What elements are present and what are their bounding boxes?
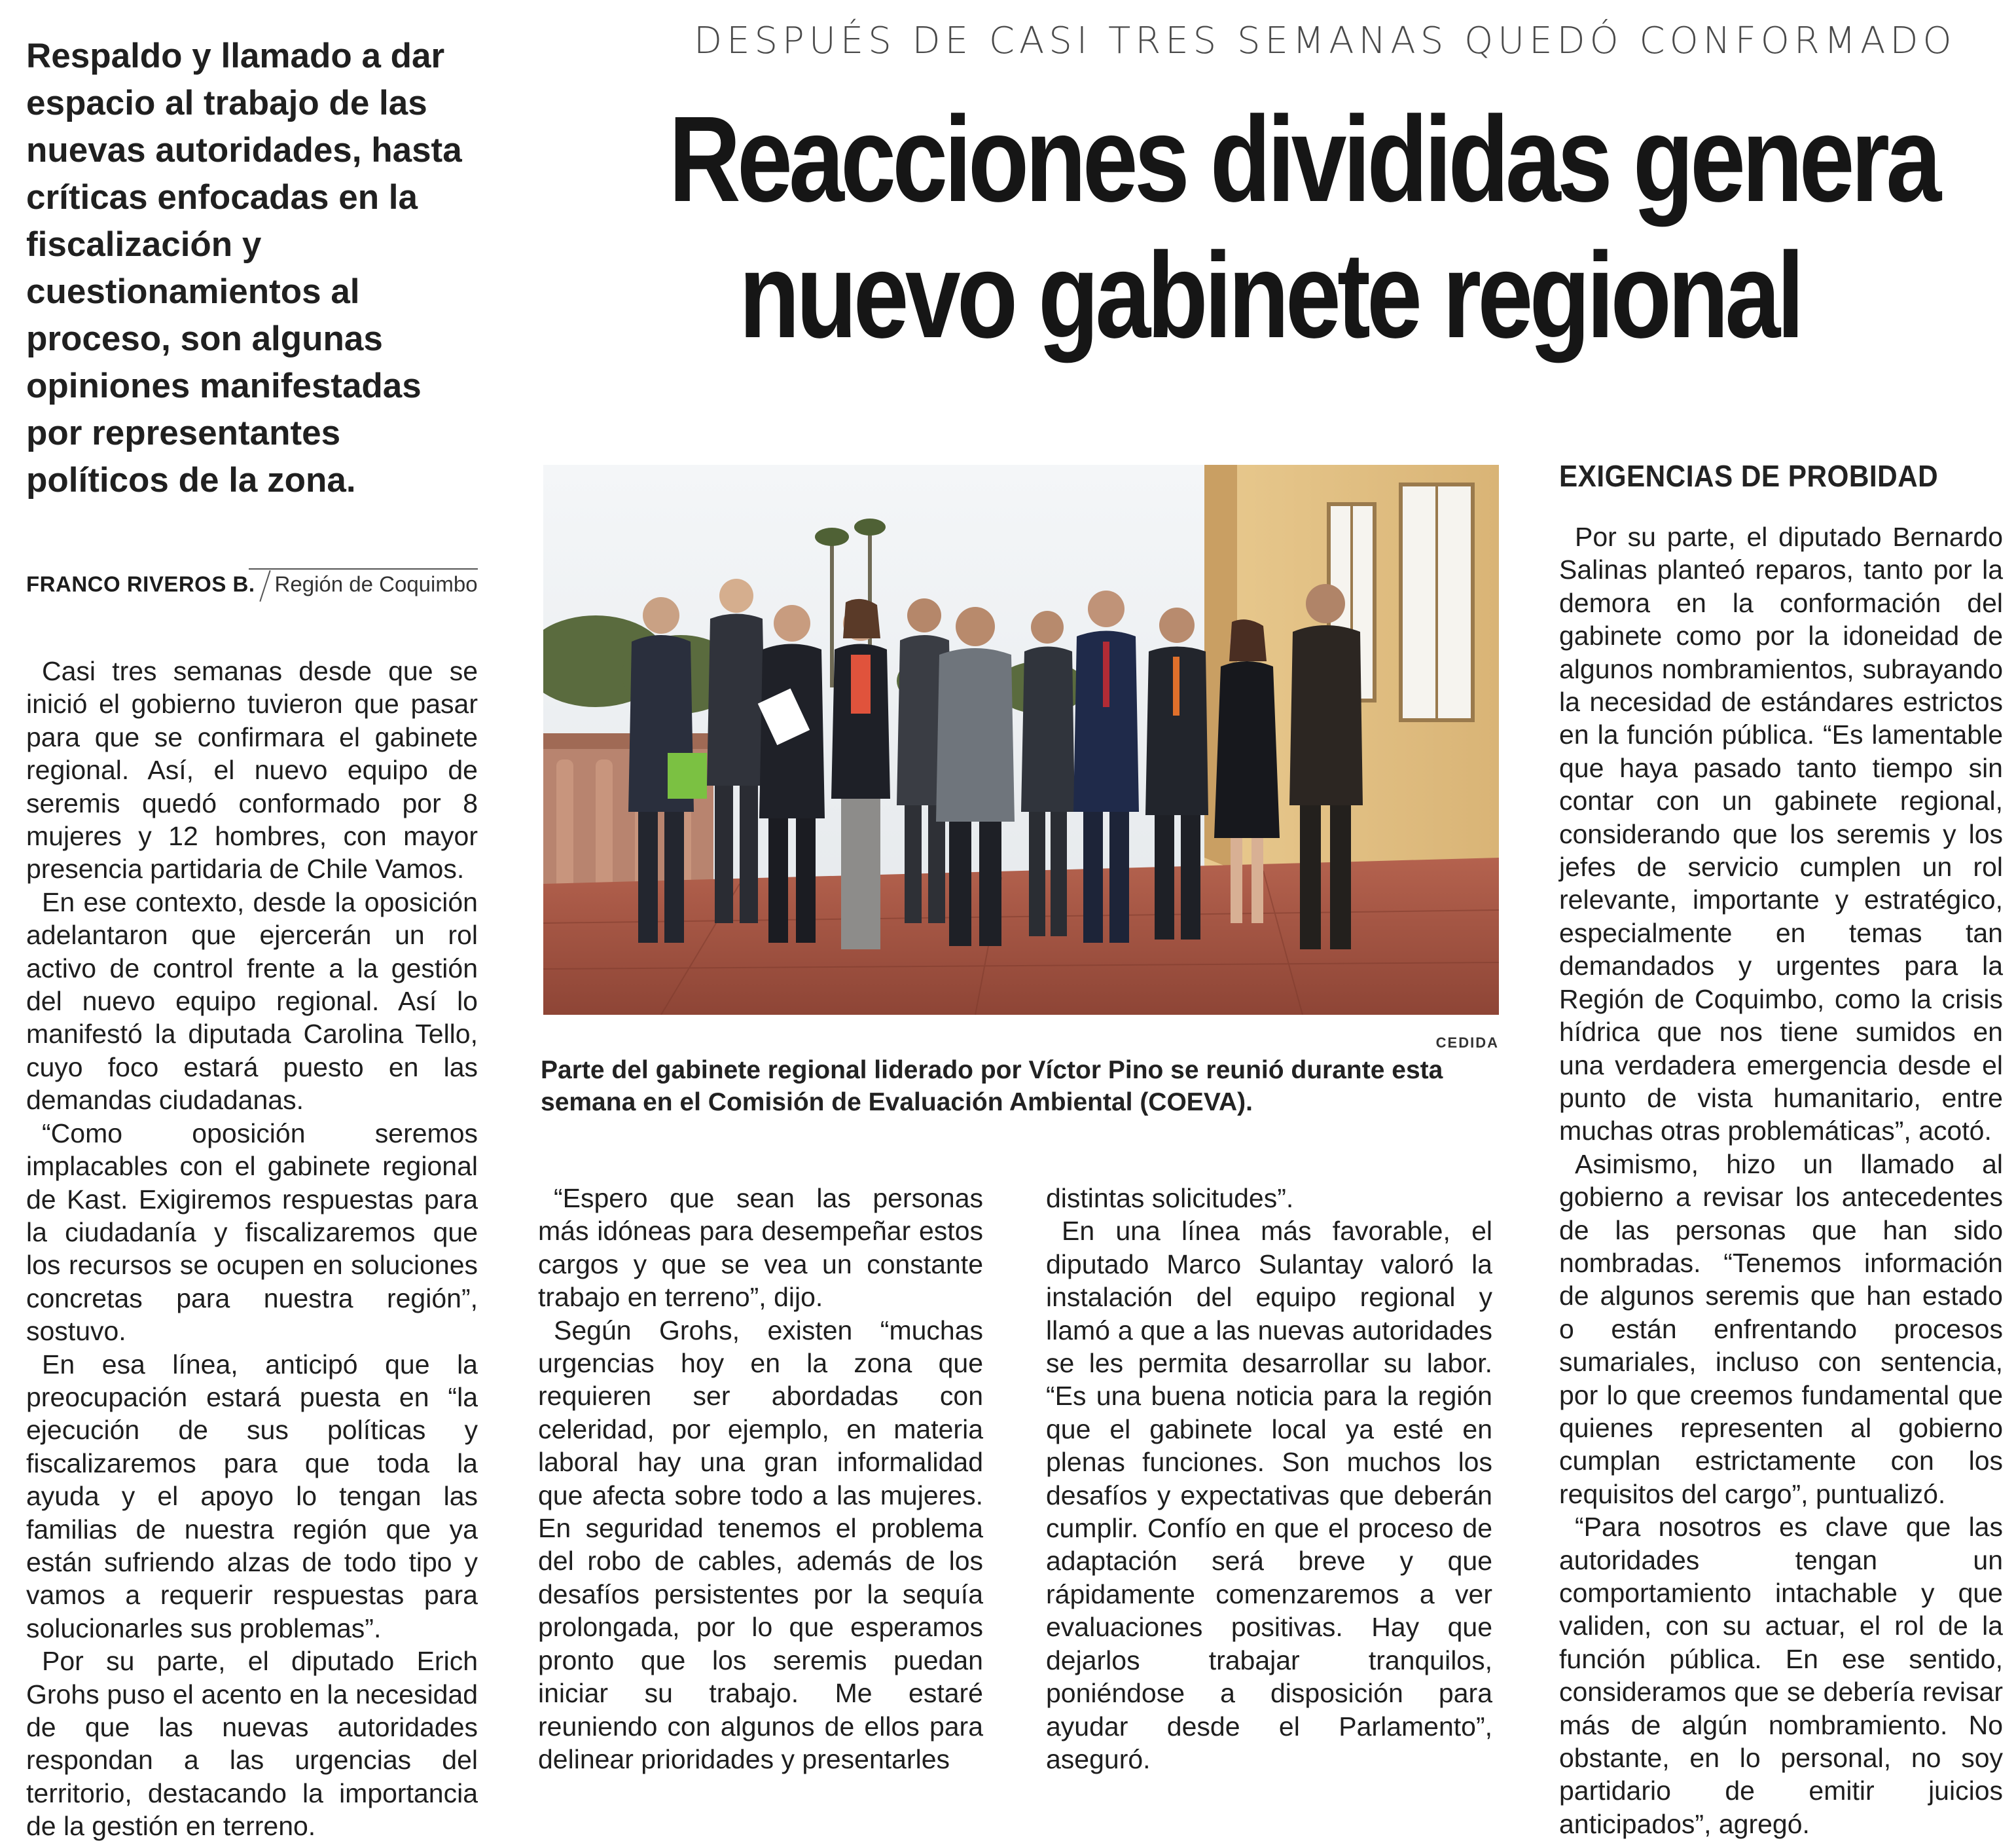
section-subhead: EXIGENCIAS DE PROBIDAD: [1559, 459, 1939, 493]
paragraph: Por su parte, el diputado Erich Grohs puso el acento en la necesidad de que las nuevas autoridades respondan a las urgencias del territorio, destacando la importancia de la gestión en terreno.: [26, 1646, 478, 1842]
body-column-2: [538, 1182, 983, 1776]
paragraph: Casi tres semanas desde que se inició el gobierno tuvieron que pasar para que se confirmara el gabinete regional. Así, el nuevo equipo de seremis quedó conformado por 8 mujeres y 12 hombres, con mayor presencia partidaria de Chile Vamos.: [26, 656, 478, 885]
paragraph: “Espero que sean las personas más idóneas para desempeñar estos cargos y que se vea un constante trabajo en terreno”, dijo.: [538, 1183, 983, 1313]
byline-divider: [259, 570, 270, 602]
body-column-4: [1559, 520, 2003, 1840]
paragraph: Asimismo, hizo un llamado al gobierno a revisar los antecedentes de las personas que han sido nombradas. “Tenemos información de algunos seremis que han estado o están enfrentando procesos sumariales, incluso con sentencia, por lo que creemos fundamental que quienes representen al gobierno cumplan estrictamente con los requisitos del cargo”, puntualizó.: [1559, 1148, 2003, 1509]
paragraph: En una línea más favorable, el diputado Marco Sulantay valoró la instalación del equipo regional y llamó a que a las nuevas autoridades se les permita desarrollar su labor. “Es una buena noticia para la región que el gabinete local ya esté en plenas funciones. Son muchos los desafíos y expectativas que deberán cumplir. Confío en que el proceso de adaptación será breve y que rápidamente comenzaremos a ver evaluaciones positivas. Hay que dejarlos trabajar tranquilos, poniéndose a disposición para ayudar desde el Parlamento”, aseguró.: [1046, 1216, 1492, 1774]
paragraph: “Para nosotros es clave que las autoridades tengan un comportamiento intachable y que validen, con su actuar, el rol de la función pública. En ese sentido, consideramos que se debería revisar más de algún nombramiento. No obstante, en lo personal, no soy partidario de emitir juicios anticipados”, agregó.: [1559, 1512, 2003, 1839]
group-photo: [543, 465, 1499, 1015]
paragraph: En esa línea, anticipó que la preocupación estará puesta en “la ejecución de sus políticas y fiscalizaremos para que toda la ayuda y el apoyo lo tengan las familias de nuestra región que ya están sufriendo alzas de todo tipo y vamos a requerir respuestas para solucionarles sus problemas”.: [26, 1349, 478, 1643]
paragraph: Por su parte, el diputado Bernardo Salinas planteó reparos, tanto por la demora en la conformación del gabinete como por la idoneidad de algunos nombramientos, subrayando la necesidad de estándares estrictos en la función pública. “Es lamentable que haya pasado tanto tiempo sin contar con un gabinete regional, considerando que los seremis y los jefes de servicio cumplen un rol relevante, importante y estratégico, especialmente en temas tan demandados y urgentes para la Región de Coquimbo, como la crisis hídrica que nos tiene sumidos en una verdadera emergencia desde el punto de vista humanitario, entre muchas otras problemáticas”, acotó.: [1559, 522, 2003, 1146]
article-headline: [668, 92, 1938, 364]
paragraph: Según Grohs, existen “muchas urgencias hoy en la zona que requieren ser abordadas con celeridad, por ejemplo, en materia laboral hay una gran informalidad que afecta sobre todo a las mujeres. En seguridad tenemos el problema del robo de cables, además de los desafíos persistentes por la sequía prolongada, por lo que esperamos pronto que los seremis puedan iniciar su trabajo. Me estaré reuniendo con algunos de ellos para delinear prioridades y presentarles: [538, 1315, 983, 1774]
body-column-3: [1046, 1182, 1492, 1776]
paragraph: distintas solicitudes”.: [1046, 1183, 1294, 1213]
article-lead: Respaldo y llamado a dar espacio al trabajo de las nuevas autoridades, hasta críticas enfocadas en la fiscalización y cuestionamientos al proceso, son algunas opiniones manifestadas por representantes políticos de la zona.: [26, 37, 462, 500]
body-column-1: [26, 655, 478, 1843]
photo-credit: CEDIDA: [1435, 1034, 1499, 1051]
paragraph: En ese contexto, desde la oposición adelantaron que ejercerán un rol activo de control frente a la gestión del nuevo equipo regional. Así lo manifestó la diputada Carolina Tello, cuyo foco estará puesto en las demandas ciudadanas.: [26, 886, 478, 1116]
article-kicker: DESPUÉS DE CASI TRES SEMANAS QUEDÓ CONFORMADO: [694, 20, 1956, 62]
headline-line-2: nuevo gabinete regional: [738, 228, 1801, 363]
byline: [26, 570, 478, 609]
byline-region: Región de Coquimbo: [274, 572, 478, 596]
byline-author: FRANCO RIVEROS B.: [26, 572, 255, 596]
paragraph: “Como oposición seremos implacables con el gabinete regional de Kast. Exigiremos respuestas para la ciudadanía y fiscalizaremos que los recursos se ocupen en soluciones concretas para nuestra región”, sostuvo.: [26, 1118, 478, 1347]
photo-caption: Parte del gabinete regional liderado por Víctor Pino se reunió durante esta semana en el Comisión de Evaluación Ambiental (COEVA).: [541, 1056, 1443, 1116]
headline-line-1: Reacciones divididas genera: [668, 92, 1938, 227]
